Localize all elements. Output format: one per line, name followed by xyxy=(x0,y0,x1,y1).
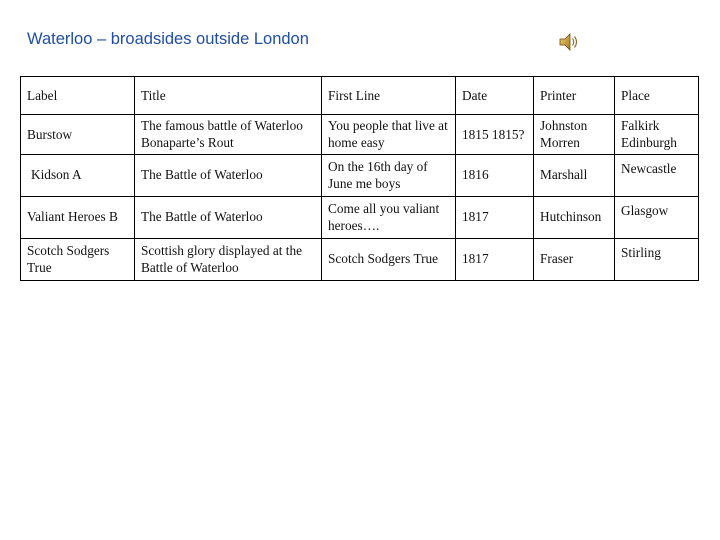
cell-label: Valiant Heroes B xyxy=(21,196,135,238)
cell-title: Scottish glory displayed at the Battle of Waterloo xyxy=(135,238,322,280)
column-header-place: Place xyxy=(615,77,699,115)
cell-label: Scotch Sodgers True xyxy=(21,238,135,280)
broadsides-table xyxy=(20,76,699,281)
column-header-first-line: First Line xyxy=(322,77,456,115)
cell-place: Falkirk Edinburgh xyxy=(615,115,699,155)
cell-printer: Hutchinson xyxy=(534,196,615,238)
cell-date: 1815 1815? xyxy=(456,115,534,155)
cell-printer: Marshall xyxy=(534,154,615,196)
slide-title: Waterloo – broadsides outside London xyxy=(27,30,309,48)
speaker-icon[interactable] xyxy=(557,30,581,54)
table-row xyxy=(21,238,699,280)
cell-first-line: Scotch Sodgers True xyxy=(322,238,456,280)
table-row xyxy=(21,154,699,196)
cell-first-line: You people that live at home easy xyxy=(322,115,456,155)
cell-label: Kidson A xyxy=(21,154,135,196)
cell-place: Stirling xyxy=(615,238,699,280)
table-header-row xyxy=(21,77,699,115)
column-header-label: Label xyxy=(21,77,135,115)
cell-first-line: On the 16th day of June me boys xyxy=(322,154,456,196)
cell-label: Burstow xyxy=(21,115,135,155)
table-row xyxy=(21,196,699,238)
column-header-date: Date xyxy=(456,77,534,115)
cell-date: 1817 xyxy=(456,238,534,280)
cell-printer: Johnston Morren xyxy=(534,115,615,155)
cell-first-line: Come all you valiant heroes…. xyxy=(322,196,456,238)
cell-place: Glasgow xyxy=(615,196,699,238)
cell-place: Newcastle xyxy=(615,154,699,196)
column-header-title: Title xyxy=(135,77,322,115)
table-row xyxy=(21,115,699,155)
column-header-printer: Printer xyxy=(534,77,615,115)
cell-date: 1816 xyxy=(456,154,534,196)
cell-printer: Fraser xyxy=(534,238,615,280)
cell-date: 1817 xyxy=(456,196,534,238)
cell-title: The Battle of Waterloo xyxy=(135,154,322,196)
cell-title: The famous battle of Waterloo Bonaparte’s Rout xyxy=(135,115,322,155)
cell-title: The Battle of Waterloo xyxy=(135,196,322,238)
